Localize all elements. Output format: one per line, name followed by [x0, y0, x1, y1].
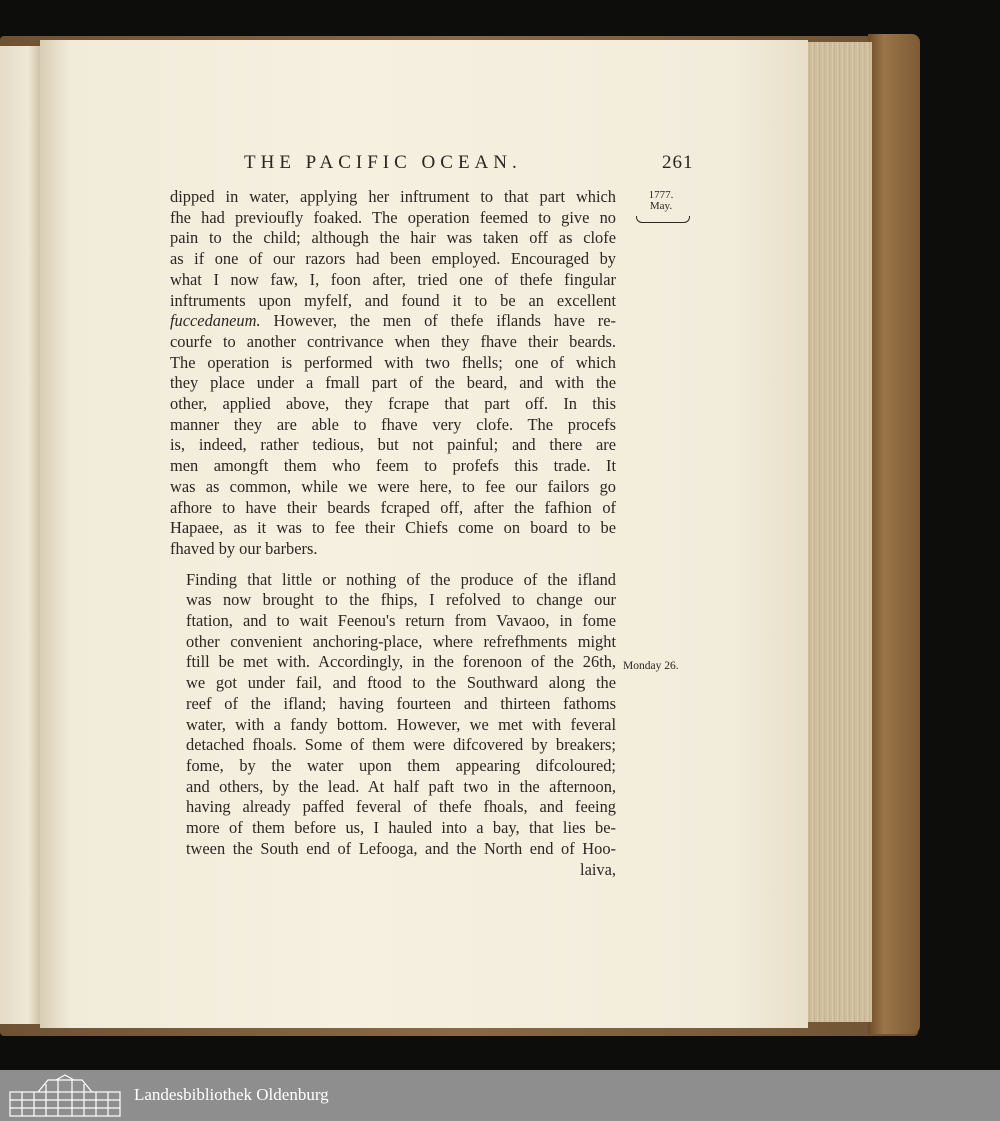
- library-name: Landesbibliothek Oldenburg: [134, 1085, 329, 1104]
- text-line: they place under a fmall part of the beard, and with the: [170, 373, 616, 393]
- text-line: dipped in water, applying her inftrument to that part which: [170, 187, 616, 206]
- text-line: fuccedaneum. However, the men of thefe iflands have re-: [170, 311, 616, 331]
- text-line: inftruments upon myfelf, and found it to be an excellent: [170, 290, 616, 310]
- text-line: water, with a fandy bottom. However, we met with feveral: [186, 714, 616, 734]
- text-line: Finding that little or nothing of the produce of the ifland: [186, 569, 616, 589]
- text-line: reef of the ifland; having fourteen and thirteen fathoms: [186, 693, 616, 713]
- text-line: is, indeed, rather tedious, but not painful; and there are: [170, 435, 616, 455]
- text-line: as if one of our razors had been employed. Encouraged by: [170, 249, 616, 269]
- margin-date-note: [636, 190, 686, 223]
- text-line: ftill be met with. Accordingly, in the forenoon of the 26th,: [186, 652, 616, 672]
- text-line: fome, by the water upon them appearing difcoloured;: [186, 755, 616, 775]
- margin-month: May.: [649, 200, 673, 212]
- library-footer: [0, 1070, 1000, 1121]
- paragraph-2: [170, 570, 616, 860]
- page-number: 261: [662, 152, 694, 173]
- catchword: laiva,: [580, 859, 616, 879]
- italic-word: fuccedaneum.: [170, 311, 261, 331]
- text-line: and others, by the lead. At half paft two in the afternoon,: [186, 776, 616, 796]
- text-line: Hapaee, as it was to fee their Chiefs come on board to be: [170, 518, 616, 538]
- body-text: [170, 187, 616, 880]
- text-line: other convenient anchoring-place, where refrefhments might: [186, 631, 616, 651]
- margin-year: 1777.: [648, 189, 674, 201]
- margin-day-note: Monday 26.: [623, 660, 679, 672]
- text-line: afhore to have their beards fcraped off, after the fafhion of: [170, 497, 616, 517]
- text-line: other, applied above, they fcrape that part off. In this: [170, 394, 616, 414]
- text-line: pain to the child; although the hair was taken off as clofe: [170, 228, 616, 248]
- text-line: more of them before us, I hauled into a bay, that lies be-: [186, 818, 616, 838]
- running-title: THE PACIFIC OCEAN.: [244, 152, 522, 173]
- text-line: courfe to another contrivance when they fhave their beards.: [170, 331, 616, 351]
- text-line: having already paffed feveral of thefe fhoals, and feeing: [186, 797, 616, 817]
- facing-page-edge: [0, 46, 40, 1024]
- book-cover-edge: [868, 34, 920, 1034]
- text-line: tween the South end of Lefooga, and the North end of Hoo-: [186, 838, 616, 858]
- text-line: was now brought to the fhips, I refolved to change our: [186, 590, 616, 610]
- text-line: fhe had previoufly foaked. The operation feemed to give no: [170, 207, 616, 227]
- paragraph-1: [170, 187, 616, 560]
- text-line: what I now faw, I, foon after, tried one of thefe fingular: [170, 269, 616, 289]
- page-block-edges: [806, 42, 872, 1022]
- text-line: was as common, while we were here, to fee our failors go: [170, 476, 616, 496]
- text-line: ftation, and to wait Feenou's return from Vavaoo, in fome: [186, 611, 616, 631]
- text-line: The operation is performed with two fhells; one of which: [170, 352, 616, 372]
- library-building-icon: [8, 1074, 122, 1118]
- text-line: we got under fail, and ftood to the Southward along the: [186, 673, 616, 693]
- margin-brace: [636, 216, 690, 223]
- text-line: detached fhoals. Some of them were difcovered by breakers;: [186, 735, 616, 755]
- text-line: manner they are able to fhave very clofe. The procefs: [170, 414, 616, 434]
- text-line: fhaved by our barbers.: [170, 538, 318, 558]
- text-line: men amongft them who feem to profefs this trade. It: [170, 456, 616, 476]
